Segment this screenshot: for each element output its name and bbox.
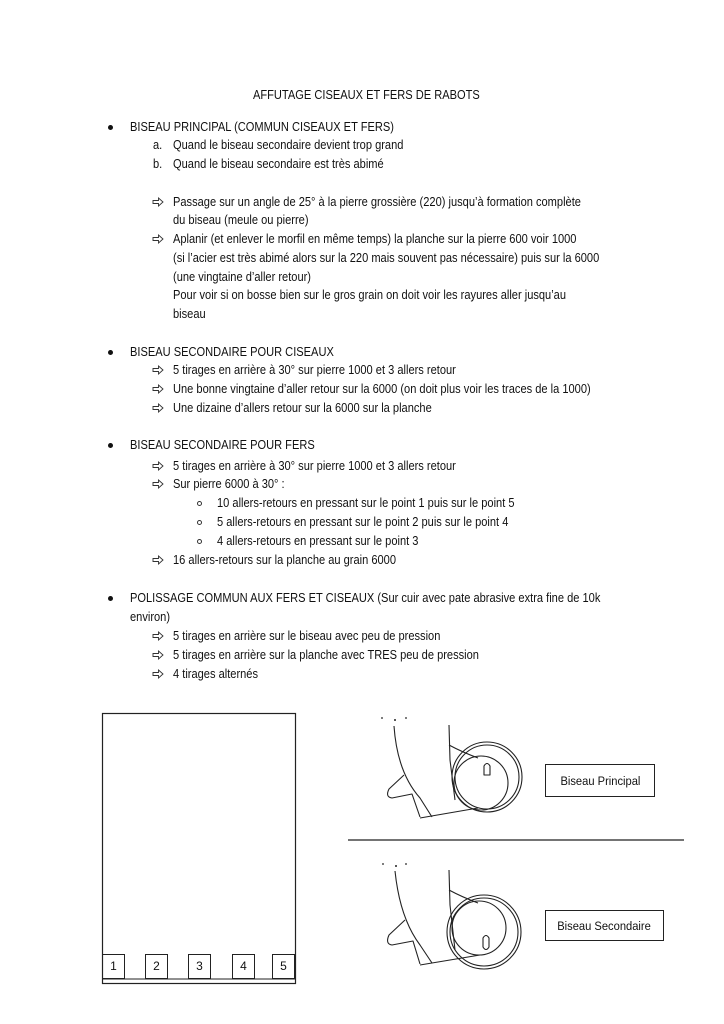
pressure-point-2: 2	[145, 954, 168, 979]
step-text: Pour voir si on bosse bien sur le gros grain on doit voir les rayures aller jusqu’au	[173, 288, 567, 302]
pressure-point-1: 1	[102, 954, 125, 979]
list-item: Quand le biseau secondaire est très abimé	[173, 157, 384, 171]
section-heading: environ)	[130, 610, 171, 624]
label-biseau-secondaire	[545, 910, 664, 941]
step-text: Aplanir (et enlever le morfil en même temps) la planche sur la pierre 600 voir 1000	[173, 232, 577, 246]
step-text: 5 tirages en arrière à 30° sur pierre 1000 et 3 allers retour	[173, 363, 456, 377]
pressure-point-3: 3	[188, 954, 211, 979]
pressure-point-5: 5	[272, 954, 295, 979]
label-biseau-secondaire-text: Biseau Secondaire	[557, 918, 652, 933]
sub-step-text: 10 allers-retours en pressant sur le point 1 puis sur le point 5	[217, 496, 515, 510]
section-heading: BISEAU SECONDAIRE POUR CISEAUX	[130, 345, 334, 359]
step-text: biseau	[173, 307, 206, 321]
step-text: Une dizaine d’allers retour sur la 6000 sur la planche	[173, 401, 432, 415]
list-marker: b.	[153, 157, 163, 171]
section-heading: BISEAU SECONDAIRE POUR FERS	[130, 438, 315, 452]
step-text: Une bonne vingtaine d’aller retour sur la 6000 (on doit plus voir les traces de la 1000)	[173, 382, 591, 396]
label-biseau-principal	[545, 764, 655, 797]
document-title: AFFUTAGE CISEAUX ET FERS DE RABOTS	[253, 88, 480, 102]
step-text: du biseau (meule ou pierre)	[173, 213, 309, 227]
section-heading: POLISSAGE COMMUN AUX FERS ET CISEAUX (Sur cuir avec pate abrasive extra fine de 10k	[130, 591, 601, 605]
step-text: 5 tirages en arrière à 30° sur pierre 1000 et 3 allers retour	[173, 459, 456, 473]
list-marker: a.	[153, 138, 163, 152]
sub-step-text: 4 allers-retours en pressant sur le point 3	[217, 534, 419, 548]
list-item: Quand le biseau secondaire devient trop grand	[173, 138, 404, 152]
step-text: (une vingtaine d’aller retour)	[173, 270, 311, 284]
step-text: Sur pierre 6000 à 30° :	[173, 477, 285, 491]
step-text: 5 tirages en arrière sur le biseau avec peu de pression	[173, 629, 441, 643]
label-biseau-principal-text: Biseau Principal	[560, 773, 640, 788]
step-text: 4 tirages alternés	[173, 667, 259, 681]
blade-outline	[103, 714, 296, 984]
step-text: (si l’acier est très abimé alors sur la 220 mais souvent pas nécessaire) puis sur la 6000	[173, 251, 600, 265]
step-text: Passage sur un angle de 25° à la pierre grossière (220) jusqu’à formation complète	[173, 195, 581, 209]
honing-guide-secondaire-drawing	[382, 863, 521, 969]
step-text: 16 allers-retours sur la planche au grain 6000	[173, 553, 397, 567]
pressure-point-4: 4	[232, 954, 255, 979]
section-heading: BISEAU PRINCIPAL (COMMUN CISEAUX ET FERS)	[130, 120, 394, 134]
sub-step-text: 5 allers-retours en pressant sur le point 2 puis sur le point 4	[217, 515, 509, 529]
honing-guide-principal-drawing	[381, 717, 522, 818]
step-text: 5 tirages en arrière sur la planche avec TRES peu de pression	[173, 648, 479, 662]
